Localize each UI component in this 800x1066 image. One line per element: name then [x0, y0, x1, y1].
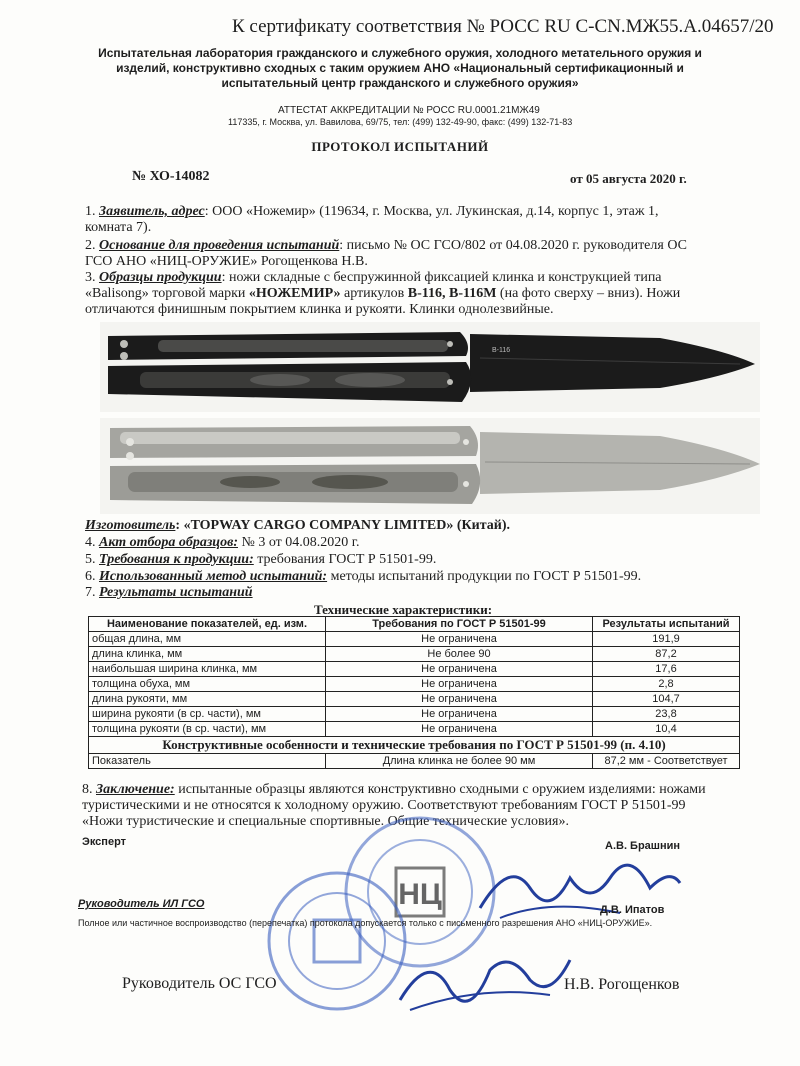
results-line	[85, 585, 253, 601]
os-head-name: Н.В. Рогощенков	[564, 976, 680, 993]
table-cell: общая длина, мм	[89, 632, 326, 647]
accreditation-text: АТТЕСТАТ АККРЕДИТАЦИИ № РОСС RU.0001.21МЖ49	[278, 105, 540, 116]
samples-text: артикулов	[340, 286, 408, 301]
table-cell: 104,7	[593, 692, 740, 707]
applicant-line-2: комната 7).	[85, 220, 152, 235]
table-row	[89, 692, 740, 707]
results-label: Результаты испытаний	[99, 585, 253, 600]
samples-text: (на фото сверху – вниз). Ножи	[496, 286, 681, 301]
table-cell: Не ограничена	[326, 692, 593, 707]
lab-header	[0, 46, 800, 91]
method-value: методы испытаний продукции по ГОСТ Р 51501-99.	[327, 569, 642, 584]
section-title-row	[89, 737, 740, 754]
requirements-label: Требования к продукции:	[99, 552, 254, 567]
item-number: 8.	[82, 782, 96, 797]
table-row	[89, 677, 740, 692]
requirements-line	[85, 552, 436, 568]
basis-line-1	[85, 238, 687, 254]
table-header-row	[89, 617, 740, 632]
item-number: 6.	[85, 569, 99, 584]
lab-header-line-3: испытательный центр гражданского и служебного оружия»	[221, 76, 579, 90]
samples-line-3: отличаются финишным покрытием клинка и рукояти. Клинки однолезвийные.	[85, 302, 554, 317]
samples-value: : ножи складные с беспружинной фиксацией клинка и конструкцией типа	[221, 270, 662, 285]
table-cell: Показатель	[89, 754, 326, 769]
table-cell: 87,2	[593, 647, 740, 662]
signature-os-head	[380, 940, 580, 1030]
protocol-date: от 05 августа 2020 г.	[570, 171, 687, 186]
samples-label: Образцы продукции	[99, 270, 222, 285]
sampling-act-line	[85, 535, 359, 551]
table-cell: 17,6	[593, 662, 740, 677]
lab-header-line-2: изделий, конструктивно сходных с таким оружием АНО «Национальный сертификационный и	[116, 61, 684, 75]
section-title: Конструктивные особенности и технические требования по ГОСТ Р 51501-99 (п. 4.10)	[89, 737, 740, 754]
table-cell: толщина рукояти (в ср. части), мм	[89, 722, 326, 737]
table-cell: 10,4	[593, 722, 740, 737]
table-cell: ширина рукояти (в ср. части), мм	[89, 707, 326, 722]
stamp-center-text: НЦ	[398, 878, 442, 911]
table-cell: 191,9	[593, 632, 740, 647]
item-number: 3.	[85, 270, 99, 285]
samples-line-1	[85, 270, 662, 286]
item-number: 1.	[85, 204, 99, 219]
os-head-label: Руководитель ОС ГСО	[122, 975, 277, 992]
table-cell: Не ограничена	[326, 662, 593, 677]
conclusion-line-3: «Ножи туристические и специальные спортивные. Общие технические условия».	[82, 814, 569, 829]
reproduction-note: Полное или частичное воспроизводство (перепечатка) протокола допускается только с письменного разрешения АНО «НИЦ-ОРУЖИЕ».	[78, 918, 653, 928]
knife-photo-steel	[100, 418, 760, 514]
table-header-cell: Наименование показателей, ед. изм.	[89, 617, 326, 632]
item-number: 7.	[85, 585, 99, 600]
article-numbers: В-116, В-116М	[407, 286, 497, 301]
samples-line-2	[85, 286, 680, 302]
section-row	[89, 754, 740, 769]
basis-value: : письмо № ОС ГСО/802 от 04.08.2020 г. руководителя ОС	[339, 238, 687, 253]
table-header-cell: Результаты испытаний	[593, 617, 740, 632]
table-cell: 2,8	[593, 677, 740, 692]
conclusion-value: испытанные образцы являются конструктивно сходными с оружием изделиями: ножами	[174, 782, 706, 797]
method-line	[85, 569, 641, 585]
item-number: 4.	[85, 535, 99, 550]
table-row	[89, 662, 740, 677]
table-cell: Длина клинка не более 90 мм	[326, 754, 593, 769]
lab-header-line-1: Испытательная лаборатория гражданского и служебного оружия, холодного метательного оружия и	[98, 46, 702, 60]
method-label: Использованный метод испытаний:	[99, 569, 328, 584]
expert-name: А.В. Брашнин	[605, 840, 681, 852]
table-cell: Не ограничена	[326, 677, 593, 692]
blade-marking: В-116	[492, 347, 511, 354]
protocol-number: № ХО-14082	[132, 169, 210, 184]
table-header-cell: Требования по ГОСТ Р 51501-99	[326, 617, 593, 632]
brand-name: «НОЖЕМИР»	[248, 286, 341, 301]
manufacturer-line	[85, 518, 510, 534]
conclusion-label: Заключение:	[96, 782, 175, 797]
table-cell: наибольшая ширина клинка, мм	[89, 662, 326, 677]
applicant-line-1	[85, 204, 659, 220]
table-cell: Не более 90	[326, 647, 593, 662]
table-row	[89, 722, 740, 737]
table-cell: Не ограничена	[326, 632, 593, 647]
certificate-reference: К сертификату соответствия № РОСС RU C-CN.МЖ55.А.04657/20	[232, 16, 774, 37]
table-cell: длина клинка, мм	[89, 647, 326, 662]
conclusion-line-1	[82, 782, 706, 798]
manufacturer-label: Изготовитель	[85, 518, 176, 533]
table-cell: Не ограничена	[326, 707, 593, 722]
applicant-value: : ООО «Ножемир» (119634, г. Москва, ул. Лукинская, д.14, корпус 1, этаж 1,	[204, 204, 659, 219]
table-cell: длина рукояти, мм	[89, 692, 326, 707]
table-cell: Не ограничена	[326, 722, 593, 737]
basis-label: Основание для проведения испытаний	[99, 238, 340, 253]
spec-table	[88, 616, 740, 769]
table-cell: 87,2 мм - Соответствует	[593, 754, 740, 769]
lab-address: 117335, г. Москва, ул. Вавилова, 69/75, тел: (499) 132-49-90, факс: (499) 132-71-83	[228, 117, 573, 127]
requirements-value: требования ГОСТ Р 51501-99.	[253, 552, 437, 567]
protocol-title: ПРОТОКОЛ ИСПЫТАНИЙ	[311, 139, 489, 154]
head-label: Руководитель ИЛ ГСО	[78, 898, 205, 910]
basis-line-2: ГСО АНО «НИЦ-ОРУЖИЕ» Рогощенкова Н.В.	[85, 254, 368, 269]
conclusion-line-2: туристическими и не относятся к холодному оружию. Соответствуют требованиям ГОСТ Р 51501-99	[82, 798, 686, 813]
item-number: 2.	[85, 238, 99, 253]
table-title: Технические характеристики:	[314, 602, 493, 617]
applicant-label: Заявитель, адрес	[99, 204, 205, 219]
manufacturer-value: : «TOPWAY CARGO COMPANY LIMITED» (Китай).	[175, 518, 511, 533]
expert-label: Эксперт	[82, 836, 127, 848]
table-row	[89, 647, 740, 662]
table-cell: 23,8	[593, 707, 740, 722]
table-row	[89, 632, 740, 647]
item-number: 5.	[85, 552, 99, 567]
table-cell: толщина обуха, мм	[89, 677, 326, 692]
knife-photo-black	[100, 322, 760, 412]
sampling-act-label: Акт отбора образцов:	[99, 535, 238, 550]
sampling-act-value: № 3 от 04.08.2020 г.	[237, 535, 360, 550]
samples-text: «Balisong» торговой марки	[85, 286, 249, 301]
table-row	[89, 707, 740, 722]
head-name: Д.В. Ипатов	[600, 904, 665, 916]
